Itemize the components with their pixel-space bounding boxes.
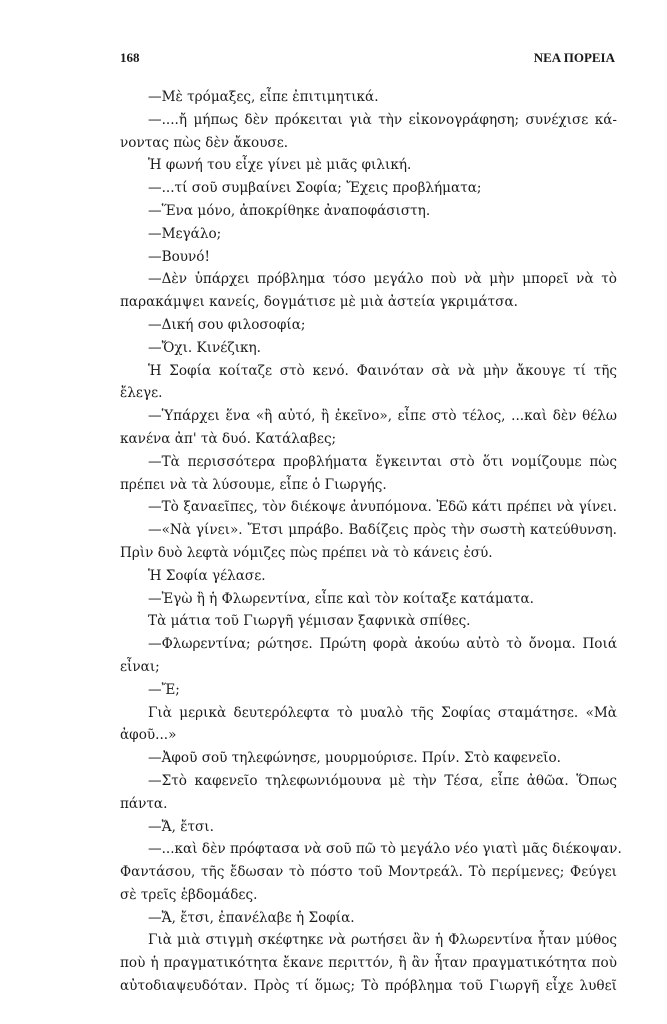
text-line: —Μὲ τρόμαξες, εἶπε ἐπιτιμητικά. <box>148 89 379 105</box>
text-line: ἔλεγε. <box>120 385 163 402</box>
text-line: Γιὰ μιὰ στιγμὴ σκέφτηκε νὰ ρωτήσει ἂν ἡ Φλωρεντίνα ἦταν μύθος <box>148 932 617 949</box>
text-line: Πρὶν δυὸ λεφτὰ νόμιζες πὼς πρέπει νὰ τὸ κάνεις ἐσύ. <box>120 544 493 561</box>
text-line: —Δὲν ὑπάρχει πρόβλημα τόσο μεγάλο ποὺ νὰ μὴν μπορεῖ νὰ τὸ <box>148 271 617 288</box>
text-line: Γιὰ μερικὰ δευτερόλεφτα τὸ μυαλὸ τῆς Σοφίας σταμάτησε. «Μὰ <box>148 704 617 721</box>
text-line: σὲ τρεῖς ἑβδομάδες. <box>120 886 258 903</box>
text-line: —Τὰ περισσότερα προβλήματα ἔγκεινται στὸ ὅτι νομίζουμε πὼς <box>148 453 617 470</box>
text-line: πάντα. <box>120 795 168 812</box>
text-line: —...τί σοῦ συμβαίνει Σοφία; Ἔχεις προβλήματα; <box>148 180 482 197</box>
page-header <box>120 50 615 70</box>
body-text <box>120 86 622 998</box>
text-line: —Στὸ καφενεῖο τηλεφωνιόμουνα μὲ τὴν Τέσα, εἶπε ἀθῶα. Ὅπως <box>148 772 617 789</box>
text-line: νοντας πὼς δὲν ἄκουσε. <box>120 134 289 151</box>
text-line: —Ἄ, ἔτσι, ἐπανέλαβε ἡ Σοφία. <box>148 909 355 926</box>
text-line: —«Νὰ γίνει». Ἔτσι μπράβο. Βαδίζεις πρὸς τὴν σωστὴ κατεύθυνση. <box>148 522 617 539</box>
text-line: —Ὄχι. Κινέζικη. <box>148 339 261 356</box>
text-line: —Ἀφοῦ σοῦ τηλεφώνησε, μουρμούρισε. Πρίν. Στὸ καφενεῖο. <box>148 750 561 767</box>
text-line: Ἡ Σοφία κοίταζε στὸ κενό. Φαινόταν σὰ νὰ μὴν ἄκουγε τί τῆς <box>148 362 617 379</box>
text-line: Τὰ μάτια τοῦ Γιωργῆ γέμισαν ξαφνικὰ σπίθες. <box>148 613 471 630</box>
page-number: 168 <box>120 50 140 65</box>
text-line: πρέπει νὰ τὰ λύσουμε, εἶπε ὁ Γιωργής. <box>120 476 387 493</box>
text-line: —...καὶ δὲν πρόφτασα νὰ σοῦ πῶ τὸ μεγάλο νέο γιατὶ μᾶς διέκοψαν. <box>148 841 622 858</box>
text-line: Φαντάσου, τῆς ἔδωσαν τὸ πόστο τοῦ Μοντρεάλ. Τὸ περίμενες; Φεύγει <box>120 864 617 881</box>
text-line: —Ὑπάρχει ἕνα «ἢ αὐτό, ἢ ἐκεῖνο», εἶπε στὸ τέλος, ...καὶ δὲν θέλω <box>148 408 617 425</box>
text-line: —Τὸ ξαναεῖπες, τὸν διέκοψε ἀνυπόμονα. Ἐδῶ κάτι πρέπει νὰ γίνει. <box>148 499 617 516</box>
running-title: ΝΕΑ ΠΟΡΕΙΑ <box>533 50 615 65</box>
text-line: εἶναι; <box>120 658 160 675</box>
text-line: —....ἤ μήπως δὲν πρόκειται γιὰ τὴν εἰκονογράφηση; συνέχισε κά- <box>148 111 617 128</box>
text-line: αὐτοδιαψευδόταν. Πρὸς τί ὅμως; Τὸ πρόβλημα τοῦ Γιωργῆ εἶχε λυθεῖ <box>120 978 617 995</box>
text-line: —Ἔ; <box>148 681 180 698</box>
text-line: Ἡ Σοφία γέλασε. <box>148 567 266 584</box>
text-line: —Δική σου φιλοσοφία; <box>148 316 306 333</box>
text-line: —Ἐγὼ ἢ ἡ Φλωρεντίνα, εἶπε καὶ τὸν κοίταξε κατάματα. <box>148 590 534 607</box>
text-line: —Μεγάλο; <box>148 225 222 242</box>
text-line: ἀφοῦ...» <box>120 727 177 744</box>
text-line: ποὺ ἡ πραγματικότητα ἔκανε περιττόν, ἢ ἂν ἦταν πραγματικότητα ποὺ <box>120 955 617 972</box>
text-line: —Ἕνα μόνο, ἀποκρίθηκε ἀναποφάσιστη. <box>148 202 431 219</box>
text-line: παρακάμψει κανείς, δογμάτισε μὲ μιὰ ἀστεία γκριμάτσα. <box>120 294 518 311</box>
text-line: —Φλωρεντίνα; ρώτησε. Πρώτη φορὰ ἀκούω αὐτὸ τὸ ὄνομα. Ποιά <box>148 636 617 653</box>
text-line: κανένα ἀπ' τὰ δυό. Κατάλαβες; <box>120 430 337 447</box>
text-line: —Ἄ, ἔτσι. <box>148 818 214 835</box>
text-line: Ἡ φωνή του εἶχε γίνει μὲ μιᾶς φιλική. <box>148 157 412 174</box>
text-line: —Βουνό! <box>148 248 210 265</box>
